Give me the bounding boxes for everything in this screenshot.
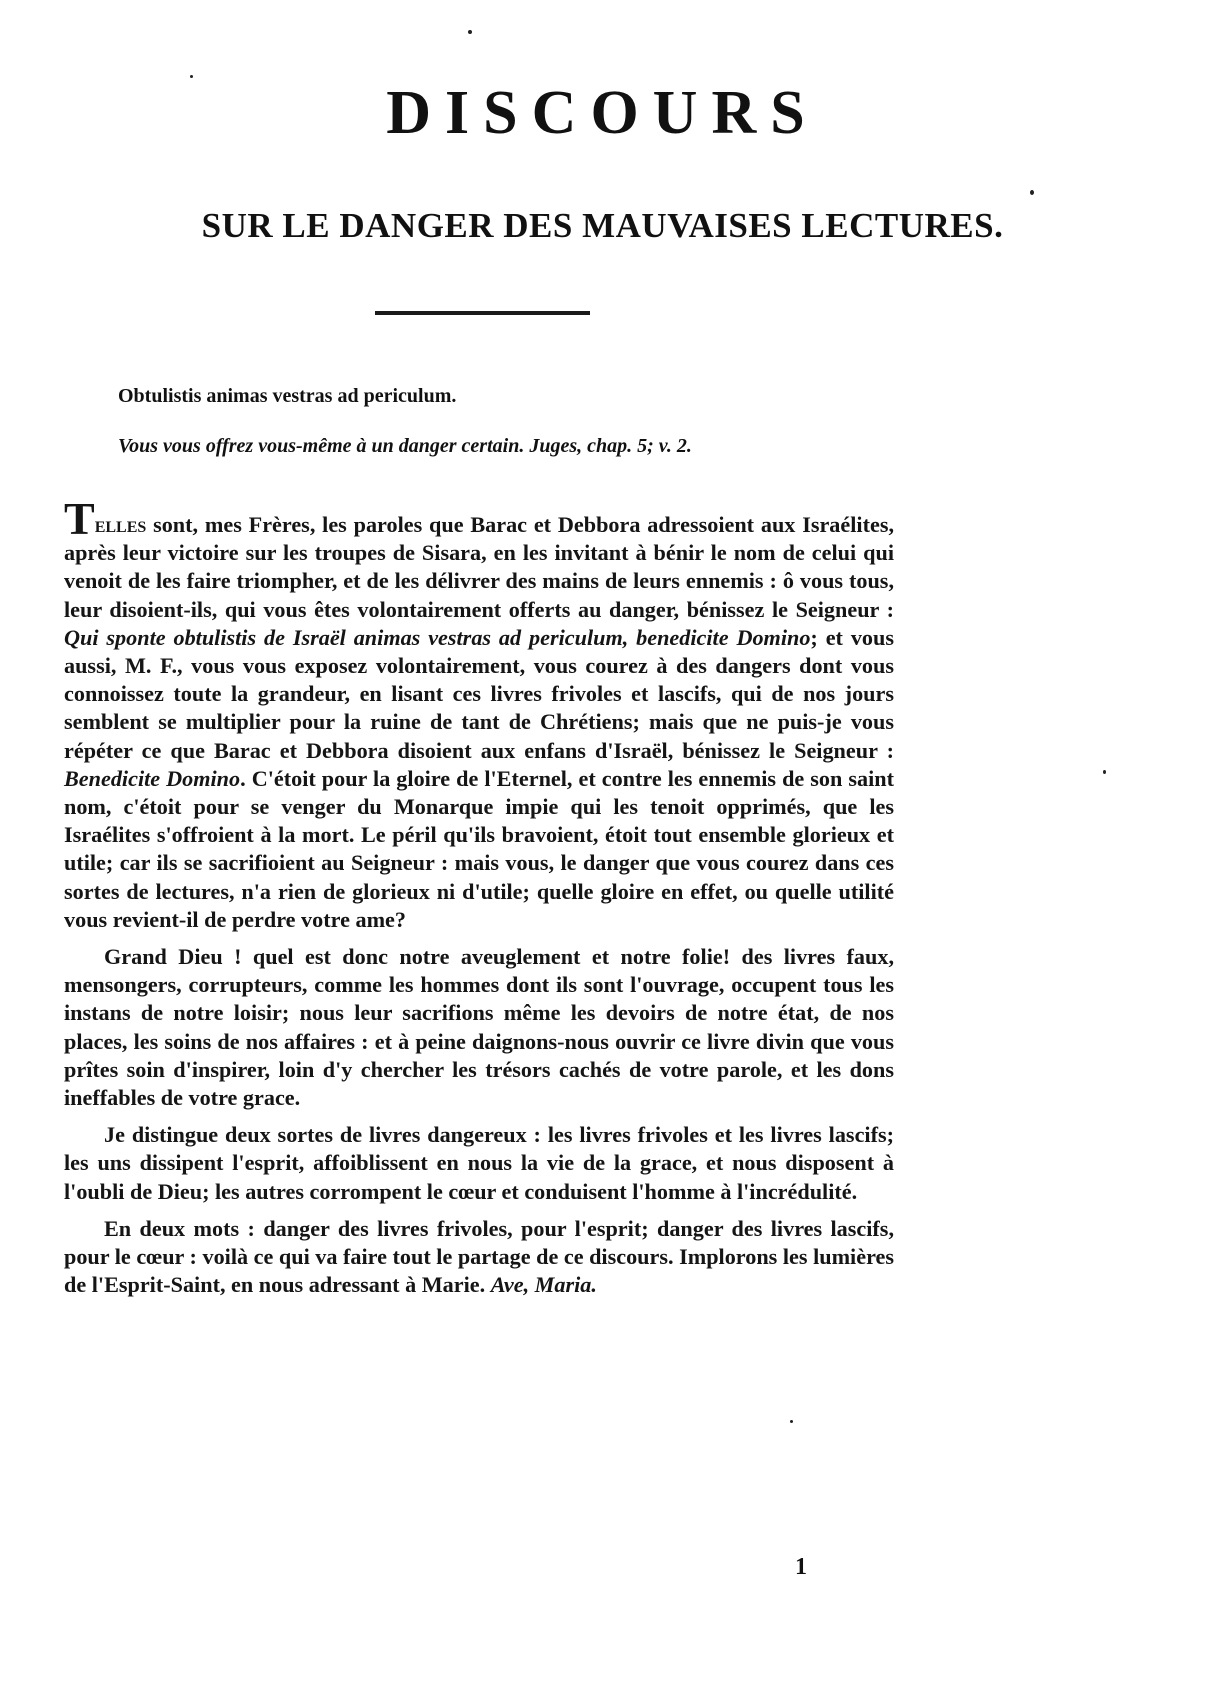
latin-closing: Ave, Maria. xyxy=(490,1272,597,1298)
ink-speck xyxy=(790,1420,793,1423)
epigraph-french: Vous vous offrez vous-même à un danger certain. Juges, chap. 5; v. 2. xyxy=(118,435,692,457)
title-rule xyxy=(375,311,590,315)
discourse-body xyxy=(64,493,895,1299)
epigraph-latin: Obtulistis animas vestras ad periculum. xyxy=(118,385,457,407)
latin-quote-2: Benedicite Domino xyxy=(64,765,241,791)
paragraph-2: Grand Dieu ! quel est donc notre aveuglement et notre folie! des livres faux, mensongers, corrupteurs, comme les hommes dont ils sont l'ouvrage, occupent tous les instans de notre loisir; nous leur sacrifions même les devoirs de notre état, de nos places, les soins de nos affaires : et à peine daignons-nous ouvrir ce livre divin que vous prîtes soin d'inspirer, loin d'y chercher les trésors cachés de votre parole, et les dons ineffables de votre grace. xyxy=(64,944,894,1111)
paragraph-3: Je distingue deux sortes de livres dangereux : les livres frivoles et les livres lascifs; les uns dissipent l'esprit, affoiblissent en nous la vie de la grace, et nous disposent à l'oubli de Dieu; les autres corrompent le cœur et conduisent l'homme à l'incrédulité. xyxy=(64,1122,894,1204)
paragraph-1-text-2: ; et vous aussi, M. F., vous vous exposez volontairement, vous courez à des dangers dont vous connoissez toute la grandeur, en lisant ces livres frivoles et lascifs, qui de nos jours semblent se multiplier pour la ruine de tant de Chrétiens; mais que ne puis-je vous répéter ce que Barac et Debbora disoient aux enfans d'Israël, bénissez le Seigneur : xyxy=(64,624,894,763)
ink-speck xyxy=(1030,190,1034,195)
drop-cap: T xyxy=(64,493,95,544)
paragraph-1-text: sont, mes Frères, les paroles que Barac et Debbora adressoient aux Israélites, après leur victoire sur les troupes de Sisara, en les invitant à bénir le nom de celui qui venoit de les faire triompher, et de les délivrer des mains de leurs ennemis : ô vous tous, leur disoient-ils, qui vous êtes volontairement offerts au danger, bénissez le Seigneur : xyxy=(64,512,894,622)
paragraph-1 xyxy=(64,493,895,934)
ink-speck xyxy=(468,30,472,34)
page-subtitle: SUR LE DANGER DES MAUVAISES LECTURES. xyxy=(201,206,1004,245)
signature-mark: 1 xyxy=(795,1554,807,1580)
ink-speck xyxy=(1103,770,1106,774)
paragraph-4-text: En deux mots : danger des livres frivoles, pour l'esprit; danger des livres lascifs, pour le cœur : voilà ce qui va faire tout le partage de ce discours. Implorons les lumières de l'Esprit-Saint, en nous adressant à Marie. xyxy=(64,1215,894,1298)
paragraph-4 xyxy=(64,1215,894,1300)
paragraph-1-text-3: . C'étoit pour la gloire de l'Eternel, et contre les ennemis de son saint nom, c'étoit pour se venger du Monarque impie qui les tenoit opprimés, que les Israélites s'offroient à la mort. Le péril qu'ils bravoient, étoit tout ensemble glorieux et utile; car ils se sacrifioient au Seigneur : mais vous, le danger que vous courez dans ces sortes de lectures, n'a rien de glorieux ni d'utile; quelle gloire en effet, ou quelle utilité vous revient-il de perdre votre ame? xyxy=(64,765,895,932)
latin-quote-1: Qui sponte obtulistis de Israël animas vestras ad periculum, benedicite Domino xyxy=(64,624,811,650)
opening-word: elles xyxy=(94,512,147,537)
page-title: DISCOURS xyxy=(386,79,819,147)
ink-speck xyxy=(190,75,193,78)
